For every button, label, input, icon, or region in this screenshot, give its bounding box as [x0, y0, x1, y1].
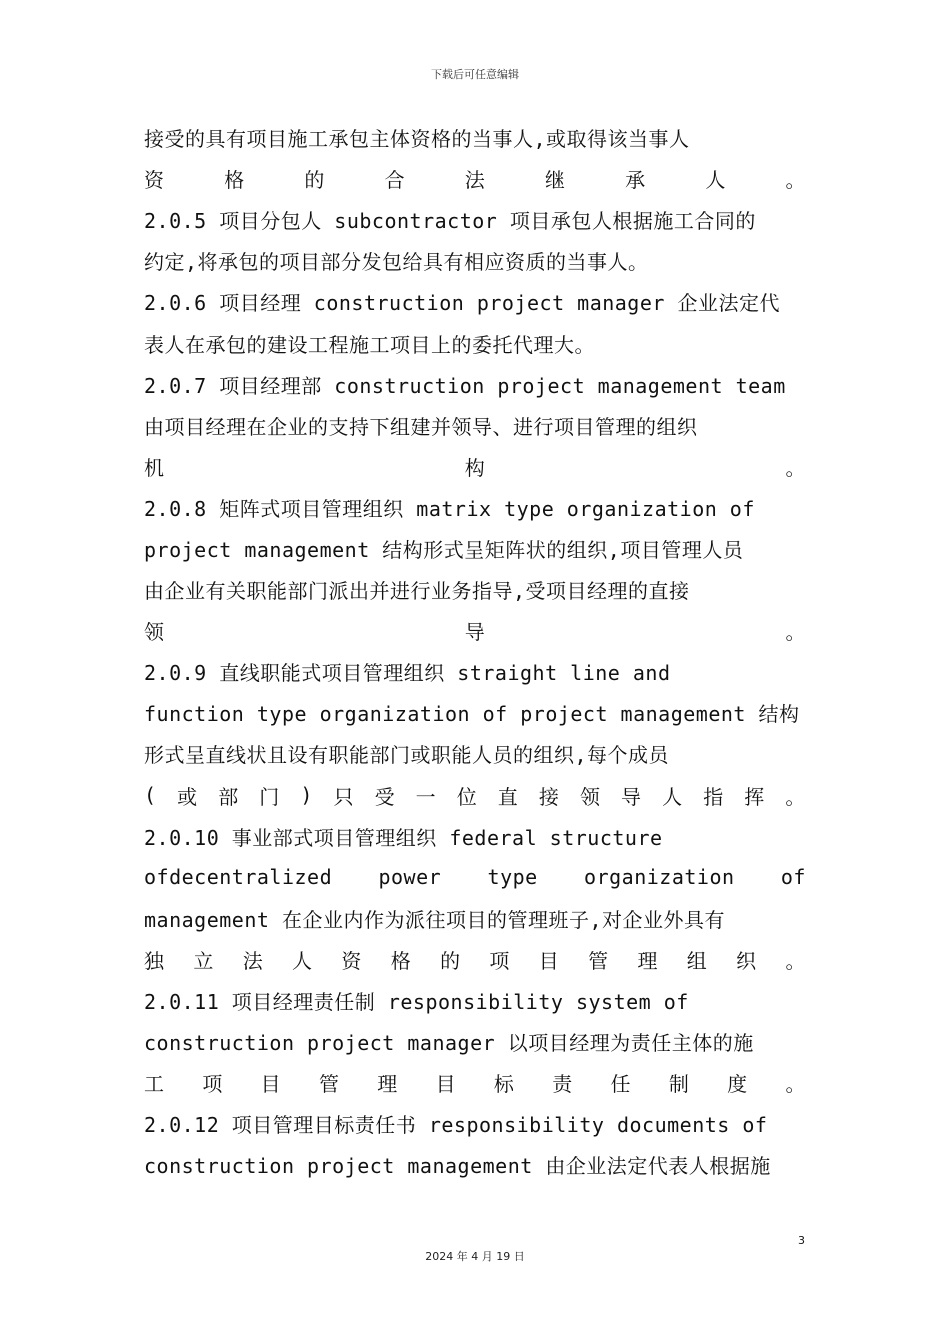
text-line [144, 1144, 806, 1185]
text-segment: 接 [538, 784, 560, 809]
text-line [144, 569, 806, 610]
text-segment: type [487, 865, 538, 890]
text-line [144, 733, 806, 774]
text-segment: 的 [304, 168, 325, 193]
text-line [144, 1062, 806, 1103]
text-segment: 目 [538, 948, 560, 973]
text-segment: 挥 [744, 784, 765, 809]
text-segment: 受 [374, 784, 396, 809]
text-segment: 形式呈直线状且设有职能部门或职能人员的组织,每个成员 [144, 743, 670, 768]
text-line [144, 528, 806, 569]
text-segment: 。 [785, 620, 806, 645]
text-segment: 2.0.6 项目经理 construction project manager 企业法定代 [144, 291, 780, 316]
text-segment: 继 [544, 168, 566, 193]
text-segment: 约定,将承包的项目部分发包给具有相应资质的当事人。 [144, 250, 649, 275]
text-line [144, 816, 806, 857]
text-segment: 资 [144, 168, 165, 193]
text-segment: 部 [218, 784, 239, 809]
text-segment: 接受的具有项目施工承包主体资格的当事人,或取得该当事人 [144, 127, 690, 152]
text-segment: 标 [493, 1072, 515, 1097]
text-line [144, 364, 806, 405]
text-line [144, 898, 806, 939]
text-line [144, 117, 806, 158]
document-body [144, 117, 806, 1185]
text-segment: 格 [390, 948, 412, 973]
text-segment: 表人在承包的建设工程施工项目上的委托代理大。 [144, 332, 595, 357]
text-segment: 理 [637, 948, 658, 973]
text-segment: 组 [686, 948, 708, 973]
text-segment: construction project management 由企业法定代表人根据施 [144, 1154, 771, 1179]
text-segment: 的 [440, 948, 461, 973]
text-segment: 指 [703, 784, 724, 809]
text-segment: power [378, 865, 442, 890]
text-segment: 度 [727, 1072, 748, 1097]
text-segment: ) [300, 783, 313, 808]
text-line [144, 446, 806, 487]
text-segment: 管 [318, 1072, 340, 1097]
text-segment: 。 [785, 455, 806, 480]
text-line [144, 322, 806, 363]
text-segment: 。 [785, 168, 806, 193]
text-segment: 。 [785, 784, 806, 809]
text-segment: 立 [193, 948, 214, 973]
text-segment: 2.0.8 矩阵式项目管理组织 matrix type organization of [144, 496, 755, 521]
text-line [144, 1103, 806, 1144]
text-segment: 2.0.10 事业部式项目管理组织 federal structure [144, 825, 663, 850]
text-segment: 构 [464, 455, 486, 480]
text-segment: management 在企业内作为派往项目的管理班子,对企业外具有 [144, 907, 725, 932]
text-line [144, 158, 806, 199]
text-segment: 目 [260, 1072, 282, 1097]
text-segment: 2.0.11 项目经理责任制 responsibility system of [144, 990, 689, 1015]
text-segment: 人 [662, 784, 683, 809]
text-segment: 格 [224, 168, 245, 193]
text-segment: 资 [341, 948, 362, 973]
text-segment: 织 [736, 948, 757, 973]
text-segment: 导 [621, 784, 642, 809]
page-header: 下载后可任意编辑 [431, 68, 519, 81]
text-segment: ( [144, 783, 157, 808]
text-segment: 责 [552, 1072, 573, 1097]
text-segment: 或 [177, 784, 198, 809]
text-segment: 独 [144, 948, 165, 973]
text-segment: 任 [610, 1072, 631, 1097]
text-segment: 2.0.9 直线职能式项目管理组织 straight line and [144, 661, 671, 686]
text-segment: 制 [668, 1072, 690, 1097]
text-line [144, 405, 806, 446]
text-segment: 人 [705, 168, 726, 193]
text-line [144, 199, 806, 240]
text-segment: function type organization of project management 结构 [144, 702, 800, 727]
text-line [144, 610, 806, 651]
text-segment: construction project manager 以项目经理为责任主体的施 [144, 1031, 754, 1056]
text-segment: 由企业有关职能部门派出并进行业务指导,受项目经理的直接 [144, 579, 690, 604]
text-segment: 理 [377, 1072, 398, 1097]
page-number: 3 [798, 1234, 805, 1247]
text-line [144, 281, 806, 322]
text-segment: 2.0.7 项目经理部 construction project management team [144, 373, 786, 398]
text-segment: project management 结构形式呈矩阵状的组织,项目管理人员 [144, 537, 744, 562]
text-segment: 项 [489, 948, 510, 973]
text-segment: 人 [292, 948, 313, 973]
text-segment: 项 [202, 1072, 223, 1097]
text-line [144, 651, 806, 692]
text-segment: 只 [333, 784, 354, 809]
text-segment: organization [584, 865, 735, 890]
text-line [144, 692, 806, 733]
text-line [144, 1021, 806, 1062]
text-segment: 一 [415, 784, 437, 809]
text-line [144, 240, 806, 281]
text-segment: 工 [144, 1072, 165, 1097]
text-line [144, 775, 806, 816]
text-segment: 。 [785, 1072, 806, 1097]
text-segment: 2.0.5 项目分包人 subcontractor 项目承包人根据施工合同的 [144, 209, 756, 234]
text-line [144, 939, 806, 980]
text-segment: of [780, 865, 806, 890]
text-line [144, 857, 806, 898]
text-segment: 法 [242, 948, 264, 973]
text-segment: 直 [497, 784, 519, 809]
text-segment: 法 [464, 168, 486, 193]
text-segment: 2.0.12 项目管理目标责任书 responsibility documents of [144, 1113, 768, 1138]
text-segment: 导 [464, 620, 486, 645]
text-segment: 门 [259, 784, 280, 809]
text-segment: 由项目经理在企业的支持下组建并领导、进行项目管理的组织 [144, 414, 698, 439]
text-segment: 目 [435, 1072, 457, 1097]
text-segment: 。 [785, 948, 806, 973]
text-segment: 管 [588, 948, 609, 973]
text-segment: 领 [579, 784, 601, 809]
footer-date: 2024 年 4 月 19 日 [425, 1250, 525, 1263]
text-line [144, 980, 806, 1021]
text-line [144, 487, 806, 528]
text-segment: 机 [144, 455, 165, 480]
text-segment: 位 [456, 784, 478, 809]
text-segment: 合 [384, 168, 406, 193]
text-segment: ofdecentralized [144, 865, 333, 890]
text-segment: 领 [144, 620, 165, 645]
text-segment: 承 [625, 168, 646, 193]
